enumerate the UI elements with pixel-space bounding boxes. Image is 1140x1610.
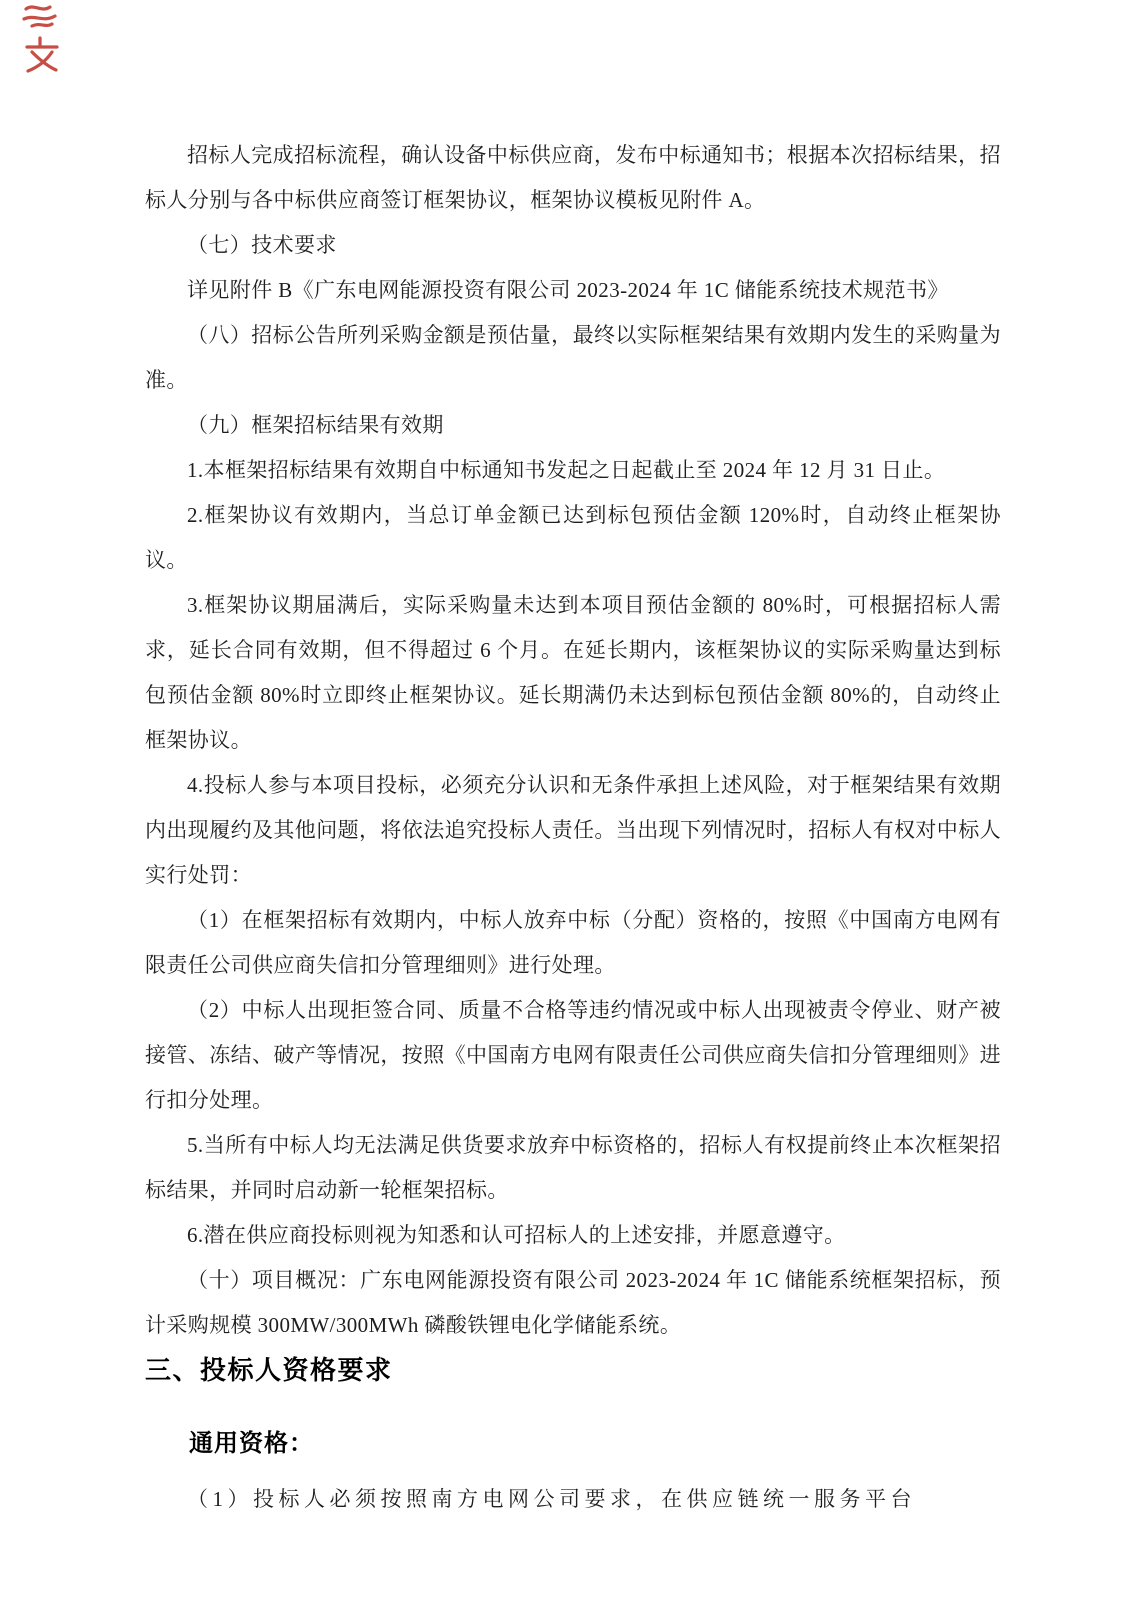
body-paragraph: （七）技术要求 bbox=[187, 233, 337, 257]
body-paragraph: 1.本框架招标结果有效期自中标通知书发起之日起截止至 2024 年 12 月 31 日止。 bbox=[187, 458, 946, 482]
body-paragraph: （八）招标公告所列采购金额是预估量，最终以实际框架结果有效期内发生的采购量为准。 bbox=[145, 323, 1001, 392]
body-paragraph: 5.当所有中标人均无法满足供货要求放弃中标资格的，招标人有权提前终止本次框架招标结果，并同时启动新一轮框架招标。 bbox=[145, 1133, 1001, 1202]
subsection-heading: 通用资格： bbox=[189, 1430, 314, 1457]
body-paragraph: 4.投标人参与本项目投标，必须充分认识和无条件承担上述风险，对于框架结果有效期内出现履约及其他问题，将依法追究投标人责任。当出现下列情况时，招标人有权对中标人实行处罚： bbox=[145, 773, 1001, 887]
body-paragraph: （2）中标人出现拒签合同、质量不合格等违约情况或中标人出现被责令停业、财产被接管、冻结、破产等情况，按照《中国南方电网有限责任公司供应商失信扣分管理细则》进行扣分处理。 bbox=[145, 998, 1001, 1112]
body-paragraph: （1）在框架招标有效期内，中标人放弃中标（分配）资格的，按照《中国南方电网有限责任公司供应商失信扣分管理细则》进行处理。 bbox=[145, 908, 1001, 977]
body-paragraph: 详见附件 B《广东电网能源投资有限公司 2023-2024 年 1C 储能系统技术规范书》 bbox=[187, 278, 949, 302]
body-paragraph: 6.潜在供应商投标则视为知悉和认可招标人的上述安排，并愿意遵守。 bbox=[187, 1223, 846, 1247]
document-body bbox=[145, 133, 1001, 1522]
body-paragraph: （十）项目概况：广东电网能源投资有限公司 2023-2024 年 1C 储能系统框架招标，预计采购规模 300MW/300MWh 磷酸铁锂电化学储能系统。 bbox=[145, 1268, 1001, 1337]
body-paragraph-continued: （1）投标人必须按照南方电网公司要求，在供应链统一服务平台 bbox=[187, 1487, 916, 1511]
section-heading: 三、投标人资格要求 bbox=[145, 1355, 393, 1385]
body-paragraph: 3.框架协议期届满后，实际采购量未达到本项目预估金额的 80%时，可根据招标人需求，延长合同有效期，但不得超过 6 个月。在延长期内，该框架协议的实际采购量达到标包预估金额 80%时立即终止框架协议。延长期满仍未达到标包预估金额 80%的，自动终止框架协议。 bbox=[145, 593, 1001, 752]
body-paragraph: 2.框架协议有效期内，当总订单金额已达到标包预估金额 120%时，自动终止框架协议。 bbox=[145, 503, 1001, 572]
red-corner-mark-icon bbox=[10, 0, 86, 78]
body-paragraph: （九）框架招标结果有效期 bbox=[187, 413, 444, 437]
body-paragraph: 招标人完成招标流程，确认设备中标供应商，发布中标通知书；根据本次招标结果，招标人分别与各中标供应商签订框架协议，框架协议模板见附件 A。 bbox=[145, 143, 1001, 212]
